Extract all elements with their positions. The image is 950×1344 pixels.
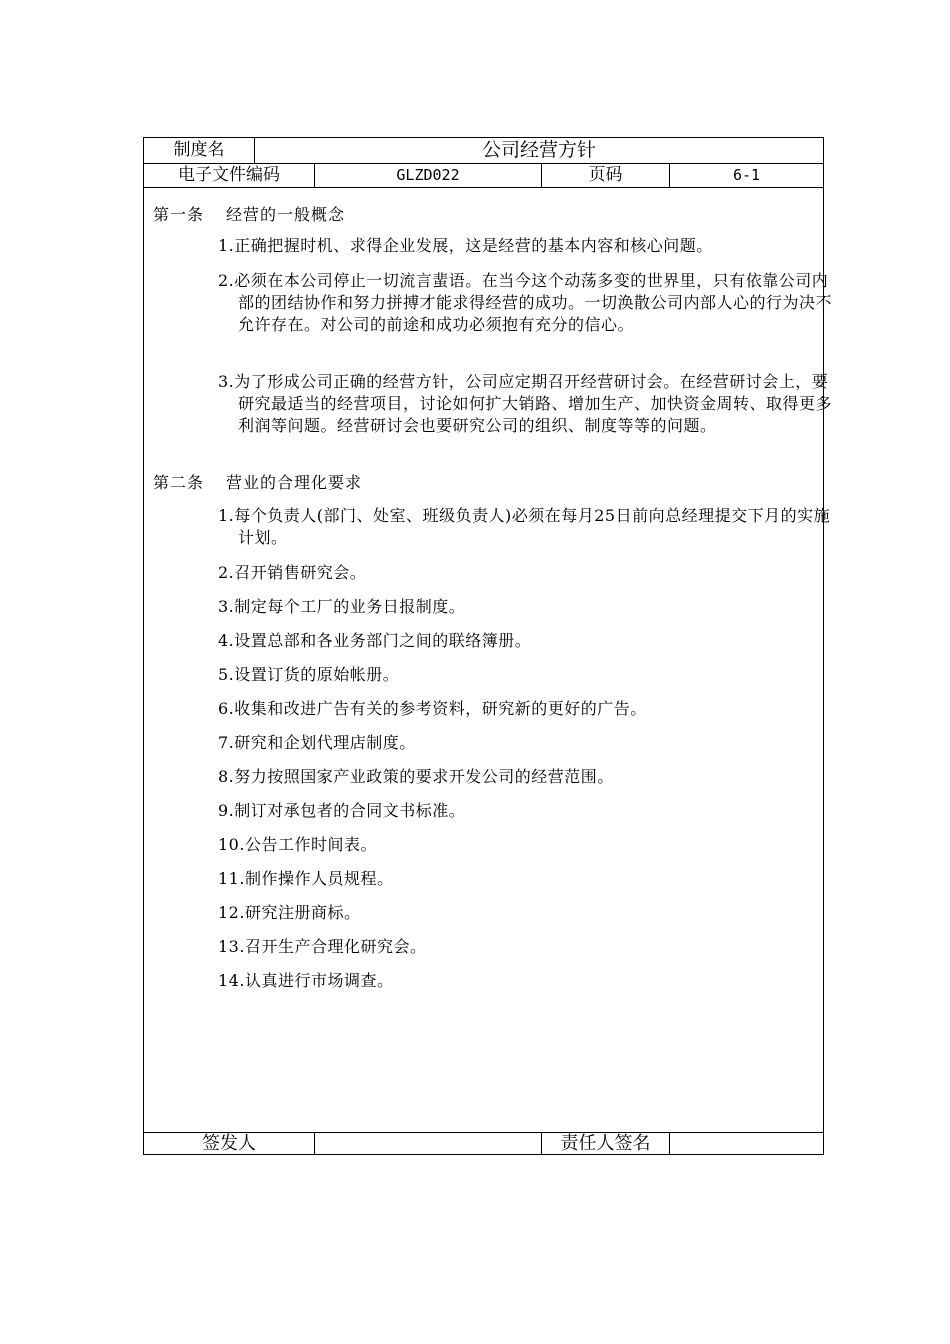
list-item: 14.认真进行市场调查。 — [218, 971, 394, 990]
list-item: 3.制定每个工厂的业务日报制度。 — [218, 597, 466, 616]
regulation-name-label: 制度名 — [173, 140, 225, 160]
list-item: 6.收集和改进广告有关的参考资料，研究新的更好的广告。 — [218, 699, 647, 718]
responsible-signature-field[interactable] — [670, 1133, 823, 1154]
list-item: 9.制订对承包者的合同文书标准。 — [218, 801, 466, 820]
list-item: 13.召开生产合理化研究会。 — [218, 937, 427, 956]
page-number-value: 6-1 — [732, 165, 761, 184]
article-number: 第二条 — [153, 473, 205, 492]
row-divider — [144, 187, 823, 188]
issuer-signature-field[interactable] — [315, 1133, 541, 1154]
regulation-form — [143, 137, 833, 1155]
article-title: 营业的合理化要求 — [226, 473, 363, 492]
list-item: 2.必须在本公司停止一切流言蜚语。在当今这个动荡多变的世界里，只有依靠公司内部的团结协作和努力拼搏才能求得经营的成功。一切涣散公司内部人心的行为决不允许存在。对公司的前途和成功必须抱有充分的信心。 — [218, 271, 833, 334]
list-item: 4.设置总部和各业务部门之间的联络簿册。 — [218, 631, 532, 650]
list-item: 12.研究注册商标。 — [218, 903, 361, 922]
article-title: 经营的一般概念 — [226, 205, 346, 224]
responsible-signature-label: 责任人签名 — [560, 1132, 651, 1154]
list-item: 1.正确把握时机、求得企业发展，这是经营的基本内容和核心问题。 — [218, 236, 713, 255]
section-heading — [153, 202, 345, 225]
section-heading — [153, 470, 362, 493]
file-code-label: 电子文件编码 — [178, 164, 280, 185]
list-item: 10.公告工作时间表。 — [218, 835, 377, 854]
list-item: 7.研究和企划代理店制度。 — [218, 733, 416, 752]
list-item: 3.为了形成公司正确的经营方针，公司应定期召开经营研讨会。在经营研讨会上，要研究最适当的经营项目，讨论如何扩大销路、增加生产、加快资金周转、取得更多利润等问题。经营研讨会也要研究公司的组织、制度等等的问题。 — [218, 372, 833, 435]
list-item: 1.每个负责人(部门、处室、班级负责人)必须在每月25日前向总经理提交下月的实施计划。 — [218, 506, 831, 547]
issuer-label: 签发人 — [202, 1132, 256, 1154]
page-number-label: 页码 — [588, 164, 623, 185]
list-item: 11.制作操作人员规程。 — [218, 869, 394, 888]
list-item: 8.努力按照国家产业政策的要求开发公司的经营范围。 — [218, 767, 614, 786]
document-title: 公司经营方针 — [481, 139, 596, 161]
article-number: 第一条 — [153, 205, 205, 224]
list-item: 5.设置订货的原始帐册。 — [218, 665, 400, 684]
file-code-value: GLZD022 — [396, 165, 460, 184]
list-item: 2.召开销售研究会。 — [218, 563, 367, 582]
